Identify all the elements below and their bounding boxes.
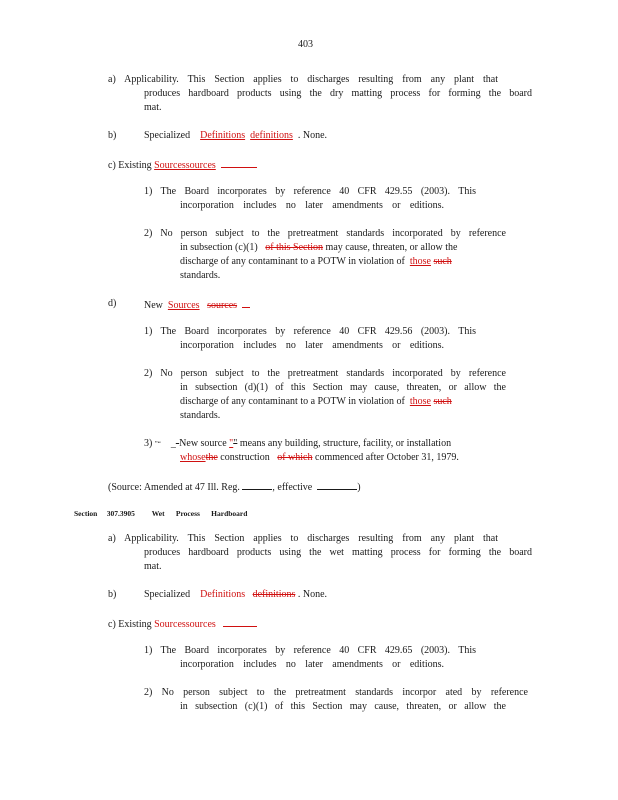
existing-sources-2-line: c) Existing Sourcessources	[108, 617, 257, 631]
applicability-2-line-1: a) Applicability. This Section applies to discharges resulting from any plant that	[108, 533, 498, 544]
d3-line-2: whosethe construction of which commenced after October 31, 1979.	[180, 452, 459, 463]
c1-line-1: 1) The Board incorporates by reference 40 CFR 429.55 (2003). This	[144, 186, 476, 197]
d2-line-1: 2) No person subject to the pretreatment standards incorporated by reference	[144, 368, 506, 379]
applicability-line-1: a) Applicability. This Section applies to discharges resulting from any plant that	[108, 74, 498, 85]
c2-line-4: standards.	[180, 270, 221, 281]
definitions-line: Specialized Definitions definitions . None.	[144, 130, 328, 141]
existing-sources-line: c) Existing Sourcessources	[108, 158, 257, 172]
c2-line-2: in subsection (c)(1) of this Section may cause, threaten, or allow the	[180, 242, 458, 253]
c1-2-line-1: 1) The Board incorporates by reference 40 CFR 429.65 (2003). This	[144, 645, 476, 656]
c2-line-3: discharge of any contaminant to a POTW in violation of those such	[180, 256, 452, 267]
applicability-line-3: mat.	[144, 102, 162, 113]
d2-line-3: discharge of any contaminant to a POTW in violation of those such	[180, 396, 452, 407]
applicability-2-line-3: mat.	[144, 561, 162, 572]
d1-line-2: incorporation includes no later amendments or editions.	[180, 340, 444, 351]
d1-line-1: 1) The Board incorporates by reference 40 CFR 429.56 (2003). This	[144, 326, 476, 337]
c2-2-line-1: 2) No person subject to the pretreatment standards incorpor ated by reference	[144, 687, 528, 698]
d-label: d)	[108, 298, 117, 309]
source-note: (Source: Amended at 47 Ill. Reg. , effective )	[108, 482, 361, 493]
page-number: 403	[298, 39, 313, 50]
definitions-2-line: Specialized Definitions definitions . None.	[144, 589, 328, 600]
c1-line-2: incorporation includes no later amendments or editions.	[180, 200, 444, 211]
definitions-label: b)	[108, 130, 117, 141]
definitions-2-label: b)	[108, 589, 117, 600]
new-sources-line: New Sources sources	[144, 298, 250, 312]
applicability-2-line-2: produces hardboard products using the wet matting process for forming the board	[144, 547, 532, 558]
d3-line-1: 3) "“ _-New source "" means any building, structure, facility, or installation	[144, 438, 452, 449]
c2-line-1: 2) No person subject to the pretreatment standards incorporated by reference	[144, 228, 506, 239]
applicability-line-2: produces hardboard products using the dry matting process for forming the board	[144, 88, 532, 99]
d2-line-2: in subsection (d)(1) of this Section may cause, threaten, or allow the	[180, 382, 506, 393]
c1-2-line-2: incorporation includes no later amendments or editions.	[180, 659, 444, 670]
section-heading: Section 307.3905 Wet Process Hardboard	[74, 509, 248, 518]
c2-2-line-2: in subsection (c)(1) of this Section may cause, threaten, or allow the	[180, 701, 506, 712]
d2-line-4: standards.	[180, 410, 221, 421]
